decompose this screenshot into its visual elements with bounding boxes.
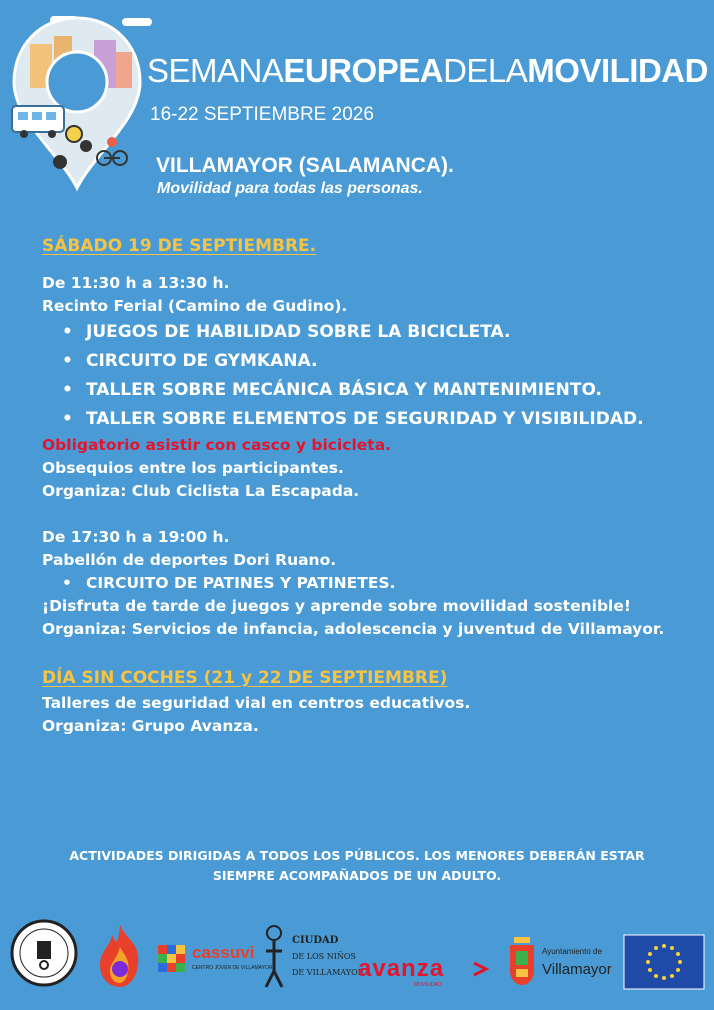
list-item: • CIRCUITO DE PATINES Y PATINETES. — [62, 574, 396, 592]
ciudad-ninos-logo — [262, 921, 364, 991]
gifts-note: Obsequios entre los participantes. — [42, 459, 344, 477]
list-item: • TALLER SOBRE MECÁNICA BÁSICA Y MANTENIMIENTO. — [62, 380, 603, 400]
place-morning: Recinto Ferial (Camino de Gudino). — [42, 297, 348, 315]
list-item: • CIRCUITO DE GYMKANA. — [62, 351, 318, 371]
club-ciclista-logo — [10, 919, 78, 987]
time-afternoon: De 17:30 h a 19:00 h. — [42, 528, 230, 546]
organizer-afternoon: Organiza: Servicios de infancia, adolescencia y juventud de Villamayor. — [42, 620, 665, 638]
svg-text:CIUDAD: CIUDAD — [292, 935, 339, 946]
flame-logo — [92, 921, 148, 989]
organizer-morning: Organiza: Club Ciclista La Escapada. — [42, 482, 360, 500]
audience-notice: ACTIVIDADES DIRIGIDAS A TODOS LOS PÚBLICOS. LOS MENORES DEBERÁN ESTAR SIEMPRE ACOMPAÑADOS DE UN ADULTO. — [69, 848, 645, 883]
mobility-pin-illustration — [8, 14, 146, 192]
list-item: • TALLER SOBRE ELEMENTOS DE SEGURIDAD Y VISIBILIDAD. — [62, 409, 644, 429]
section-heading-car-free-day: DÍA SIN COCHES (21 y 22 DE SEPTIEMBRE) — [42, 668, 448, 688]
town-name: VILLAMAYOR (SALAMANCA). — [156, 154, 454, 177]
time-morning: De 11:30 h a 13:30 h. — [42, 274, 230, 292]
cassuvi-logo: cassuvi CENTRO JOVEN DE VILLAMAYOR — [158, 943, 262, 983]
ayuntamiento-logo: Ayuntamiento de Villamayor — [508, 935, 618, 991]
event-dates: 16-22 SEPTIEMBRE 2026 — [150, 104, 374, 125]
svg-text:DE VILLAMAYOR: DE VILLAMAYOR — [292, 968, 364, 977]
slogan: Movilidad para todas las personas. — [157, 180, 423, 197]
list-item: • JUEGOS DE HABILIDAD SOBRE LA BICICLETA. — [62, 322, 511, 342]
program-body — [42, 232, 702, 738]
page-title: SEMANAEUROPEADELAMOVILIDAD — [147, 52, 708, 89]
sponsor-logos — [0, 915, 714, 1010]
place-afternoon: Pabellón de deportes Dori Ruano. — [42, 551, 337, 569]
svg-text:DE LOS NIÑOS: DE LOS NIÑOS — [292, 952, 356, 961]
section-heading-saturday: SÁBADO 19 DE SEPTIEMBRE. — [42, 236, 317, 256]
helmet-warning: Obligatorio asistir con casco y bicicleta. — [42, 436, 392, 454]
avanza-logo: avanza MOVILIDAD — [358, 955, 494, 989]
organizer-car-free: Organiza: Grupo Avanza. — [42, 717, 259, 735]
eu-flag-icon — [624, 935, 704, 989]
invite-text: ¡Disfruta de tarde de juegos y aprende sobre movilidad sostenible! — [42, 597, 631, 615]
road-safety-workshops: Talleres de seguridad vial en centros educativos. — [42, 694, 471, 712]
